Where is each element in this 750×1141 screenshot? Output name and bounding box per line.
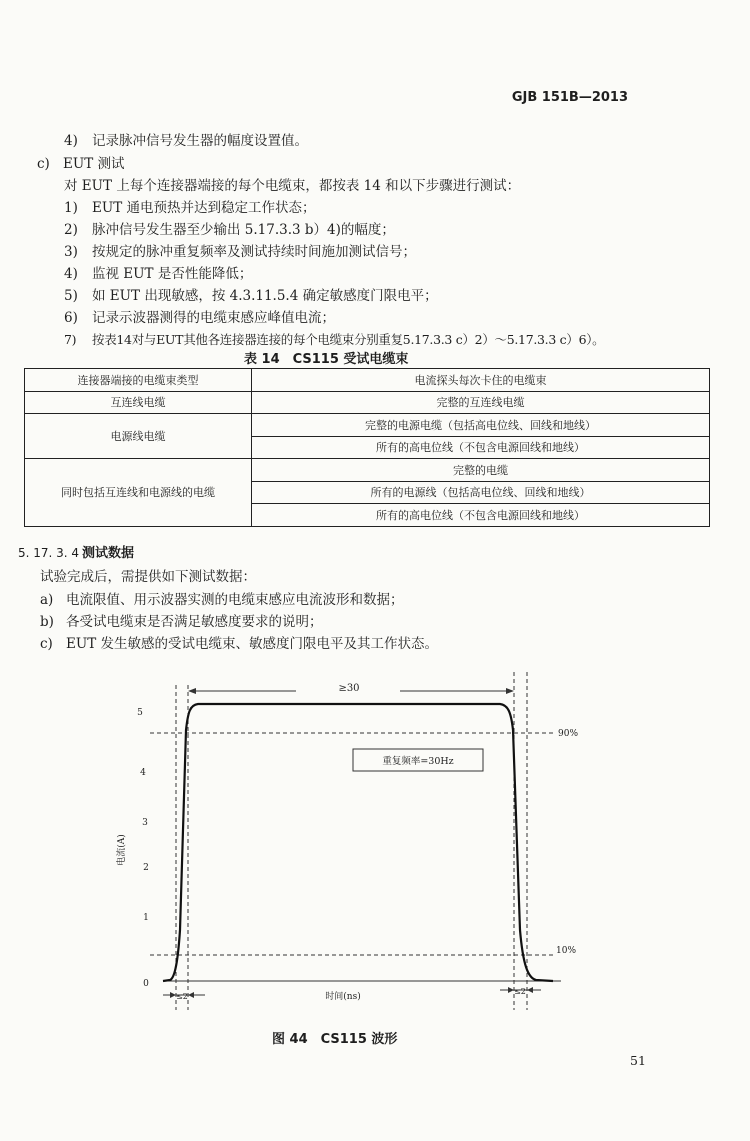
width-annotation: ≥30 <box>338 683 360 694</box>
item-label: b) <box>40 614 54 630</box>
arrow-head <box>188 992 194 998</box>
item-text: EUT 发生敏感的受试电缆束、敏感度门限电平及其工作状态。 <box>66 636 439 652</box>
table-cell-type: 电源线电缆 <box>25 414 252 459</box>
figure44-caption: 图 44 CS115 波形 <box>272 1032 398 1047</box>
y-tick-label: 3 <box>142 818 148 828</box>
step-number: 5) <box>64 288 78 304</box>
step-text: EUT 通电预热并达到稳定工作状态； <box>92 200 316 216</box>
rise-annotation: ≤2 <box>176 992 188 1001</box>
waveform-trace <box>163 704 553 981</box>
y-tick-label: 0 <box>143 979 149 989</box>
y-tick-label: 1 <box>143 913 149 923</box>
table-cell-type: 同时包括互连线和电源线的电缆 <box>25 459 252 527</box>
step-text: 脉冲信号发生器至少输出 5.17.3.3 b）4)的幅度； <box>92 222 395 238</box>
step-text: 如 EUT 出现敏感，按 4.3.11.5.4 确定敏感度门限电平； <box>92 288 438 304</box>
table-cell-bundle: 完整的互连线电缆 <box>252 391 710 414</box>
x-axis-label: 时间(ns) <box>325 992 361 1002</box>
step-number: 4) <box>64 266 78 282</box>
item-label: c) <box>40 636 53 652</box>
step-number: 1) <box>64 200 78 216</box>
arrow-head <box>506 688 514 694</box>
item-label: a) <box>40 592 54 608</box>
arrow-head <box>527 987 533 993</box>
level-90-label: 90% <box>558 729 579 739</box>
section-title: 测试数据 <box>82 546 135 561</box>
section-c-intro: 对 EUT 上每个连接器端接的每个电缆束，都按表 14 和以下步骤进行测试： <box>64 178 521 194</box>
y-tick-label: 4 <box>140 768 146 778</box>
level-10-label: 10% <box>556 946 577 956</box>
table-cell-bundle: 所有的高电位线（不包含电源回线和地线） <box>252 504 710 527</box>
fall-annotation: ≤2 <box>514 987 526 996</box>
step-text: 记录脉冲信号发生器的幅度设置值。 <box>92 133 308 149</box>
y-tick-label: 5 <box>137 708 143 718</box>
step-number: 4) <box>64 133 78 149</box>
step-number: 7) <box>64 332 77 347</box>
table-header-cell: 连接器端接的电缆束类型 <box>25 369 252 392</box>
step-text: 监视 EUT 是否性能降低； <box>92 266 253 282</box>
y-tick-label: 2 <box>143 863 149 873</box>
step-number: 6) <box>64 310 78 326</box>
standard-header: GJB 151B—2013 <box>511 90 628 105</box>
table-cell-bundle: 完整的电缆 <box>252 459 710 482</box>
section-number: 5. 17. 3. 4 <box>18 546 80 560</box>
section-c-title: EUT 测试 <box>63 156 125 172</box>
arrow-head <box>188 688 196 694</box>
table-cell-type: 互连线电缆 <box>25 391 252 414</box>
item-text: 电流限值、用示波器实测的电缆束感应电流波形和数据； <box>66 592 404 608</box>
step-number: 3) <box>64 244 78 260</box>
y-axis-label: 电流(A) <box>117 834 127 866</box>
page-number: 51 <box>630 1053 646 1068</box>
table14-caption: 表 14 CS115 受试电缆束 <box>244 352 409 367</box>
section-c-label: c) <box>37 156 50 172</box>
item-text: 各受试电缆束是否满足敏感度要求的说明； <box>66 614 323 630</box>
table-cell-bundle: 完整的电源电缆（包括高电位线、回线和地线） <box>252 414 710 437</box>
section-intro: 试验完成后，需提供如下测试数据： <box>40 569 256 585</box>
step-text: 按表14对与EUT其他各连接器连接的每个电缆束分别重复5.17.3.3 c）2）～5.17.3.3 c）6）。 <box>92 332 605 347</box>
step-text: 记录示波器测得的电缆束感应峰值电流； <box>92 310 335 326</box>
step-number: 2) <box>64 222 78 238</box>
arrow-head <box>170 992 176 998</box>
arrow-head <box>508 987 514 993</box>
step-text: 按规定的脉冲重复频率及测试持续时间施加测试信号； <box>92 244 416 260</box>
table-cell-bundle: 所有的电源线（包括高电位线、回线和地线） <box>252 481 710 504</box>
table-cell-bundle: 所有的高电位线（不包含电源回线和地线） <box>252 436 710 459</box>
table-header-cell: 电流探头每次卡住的电缆束 <box>252 369 710 392</box>
rep-rate-label: 重复频率=30Hz <box>382 756 454 767</box>
